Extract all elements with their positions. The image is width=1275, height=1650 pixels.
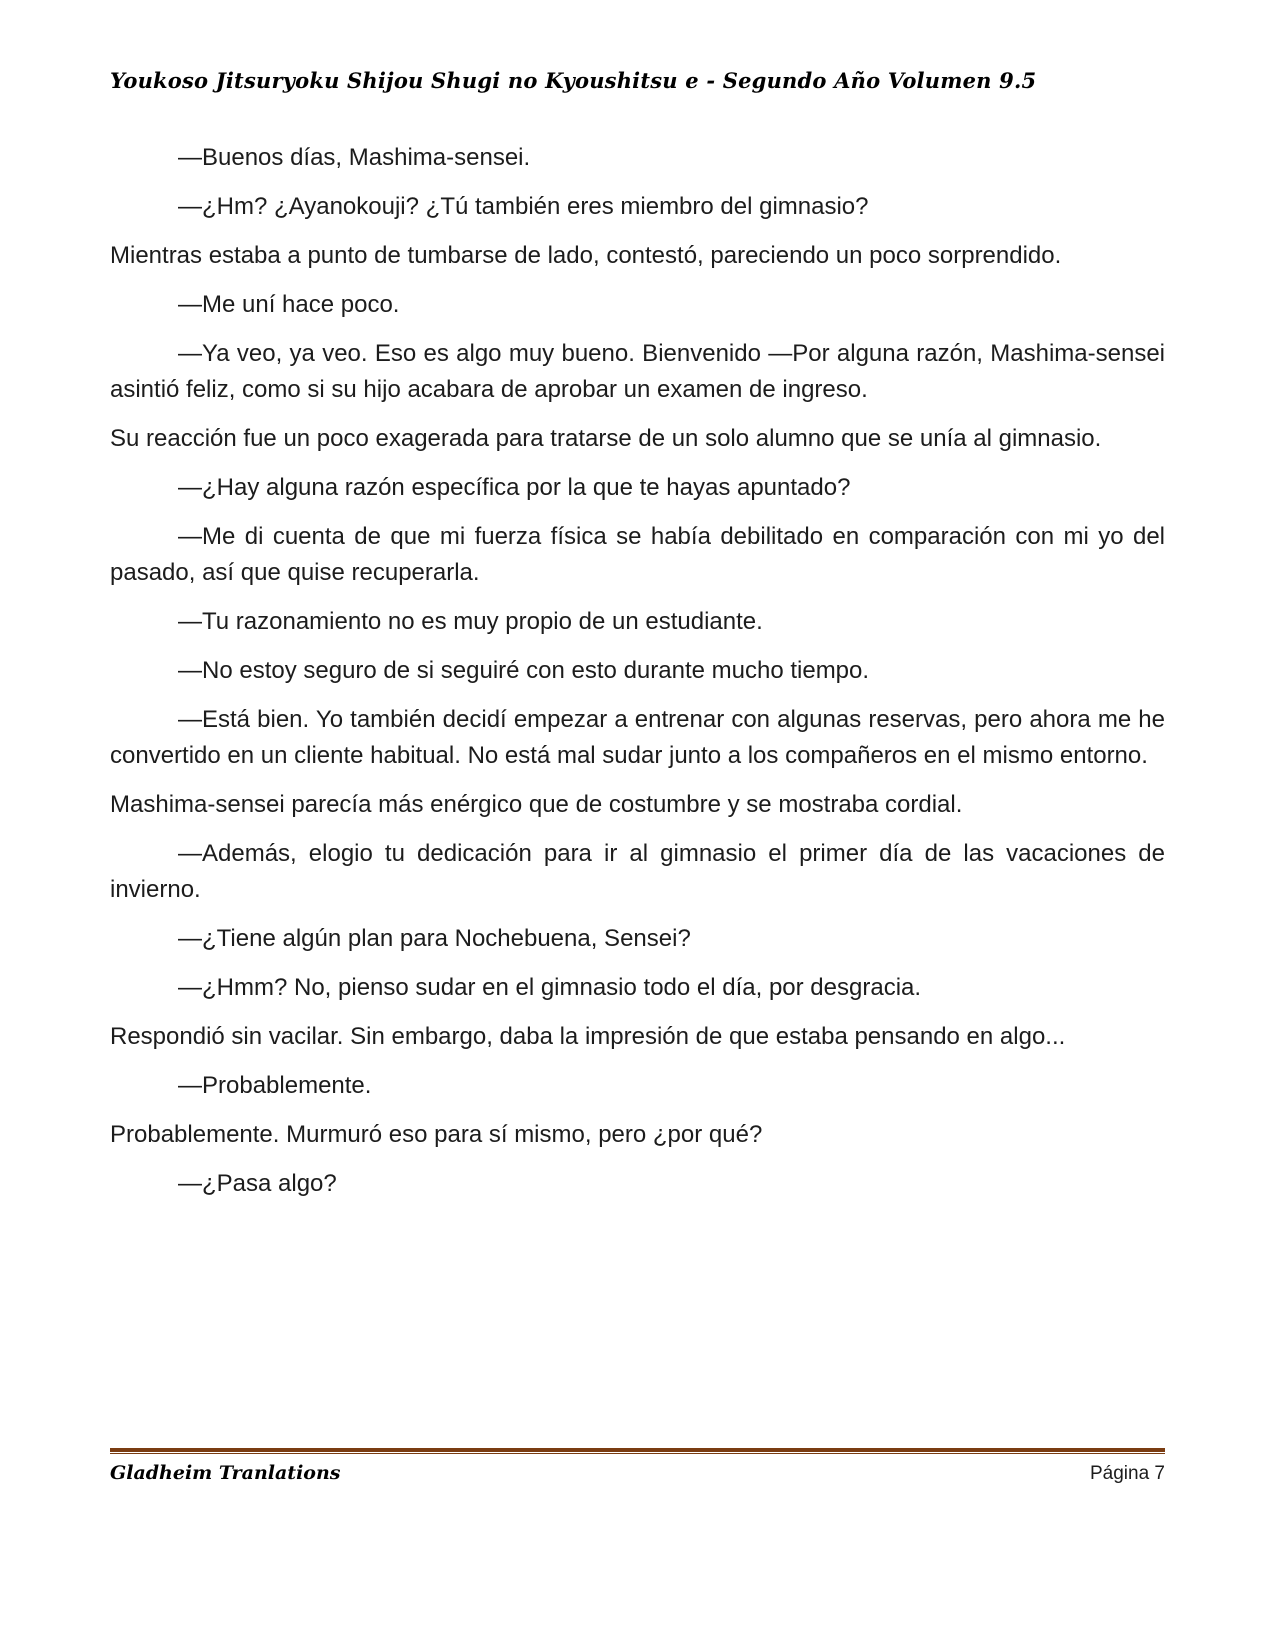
paragraph-dialogue: —Está bien. Yo también decidí empezar a entrenar con algunas reservas, pero ahora me he convertido en un cliente habitual. No está mal sudar junto a los compañeros en el mismo entorno. — [110, 706, 1165, 769]
footer-divider — [110, 1448, 1165, 1454]
paragraph-narration: Respondió sin vacilar. Sin embargo, daba la impresión de que estaba pensando en algo... — [110, 1023, 1066, 1050]
paragraph-dialogue: —¿Hay alguna razón específica por la que te hayas apuntado? — [178, 474, 851, 501]
body-paragraphs — [110, 140, 1165, 1215]
page-footer — [110, 1448, 1165, 1485]
page-number: Página 7 — [1089, 1463, 1165, 1484]
paragraph-dialogue: —Me uní hace poco. — [178, 291, 400, 318]
paragraph-narration: Mashima-sensei parecía más enérgico que de costumbre y se mostraba cordial. — [110, 791, 963, 818]
paragraph-dialogue: —Buenos días, Mashima-sensei. — [178, 144, 531, 171]
paragraph-dialogue: —Me di cuenta de que mi fuerza física se había debilitado en comparación con mi yo del pasado, así que quise recuperarla. — [110, 523, 1165, 586]
paragraph-dialogue: —¿Pasa algo? — [178, 1170, 337, 1197]
paragraph-dialogue: —Probablemente. — [178, 1072, 372, 1099]
footer-row — [110, 1462, 1165, 1485]
paragraph-dialogue: —¿Hmm? No, pienso sudar en el gimnasio todo el día, por desgracia. — [178, 974, 922, 1001]
paragraph-narration: Mientras estaba a punto de tumbarse de lado, contestó, pareciendo un poco sorprendido. — [110, 242, 1062, 269]
page-header — [110, 68, 1165, 93]
paragraph-dialogue: —¿Hm? ¿Ayanokouji? ¿Tú también eres miembro del gimnasio? — [178, 193, 869, 220]
paragraph-narration: Probablemente. Murmuró eso para sí mismo, pero ¿por qué? — [110, 1121, 763, 1148]
paragraph-dialogue: —Ya veo, ya veo. Eso es algo muy bueno. Bienvenido —Por alguna razón, Mashima-sensei asintió feliz, como si su hijo acabara de aprobar un examen de ingreso. — [110, 340, 1165, 403]
paragraph-dialogue: —¿Tiene algún plan para Nochebuena, Sensei? — [178, 925, 691, 952]
paragraph-dialogue: —Además, elogio tu dedicación para ir al gimnasio el primer día de las vacaciones de invierno. — [110, 840, 1165, 903]
translator-credit: Gladheim Tranlations — [110, 1462, 341, 1484]
document-title: Youkoso Jitsuryoku Shijou Shugi no Kyoushitsu e - Segundo Año Volumen 9.5 — [110, 68, 1037, 93]
paragraph-narration: Su reacción fue un poco exagerada para tratarse de un solo alumno que se unía al gimnasio. — [110, 425, 1102, 452]
paragraph-dialogue: —No estoy seguro de si seguiré con esto durante mucho tiempo. — [178, 657, 870, 684]
paragraph-dialogue: —Tu razonamiento no es muy propio de un estudiante. — [178, 608, 763, 635]
